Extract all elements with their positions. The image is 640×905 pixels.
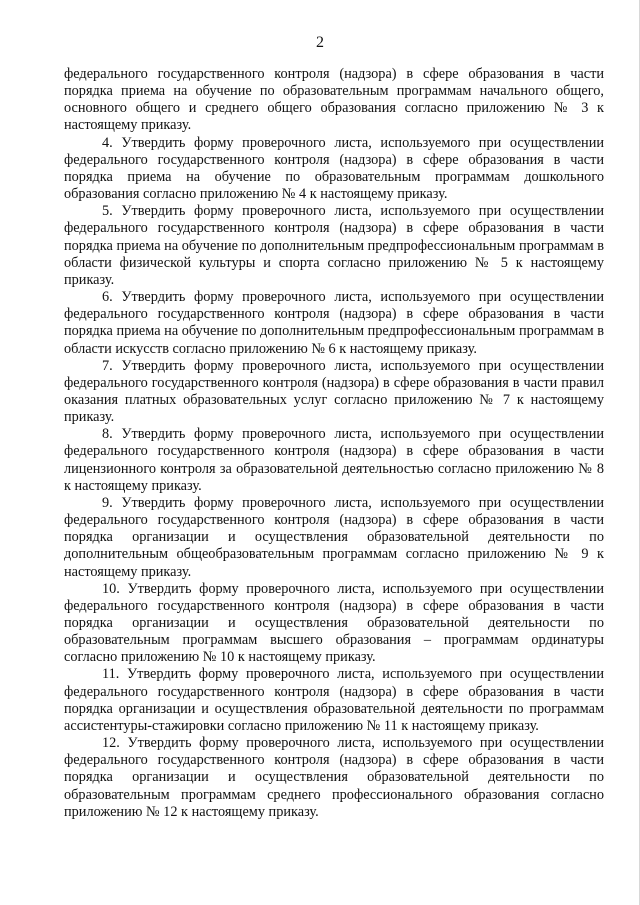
paragraph-item-7: 7. Утвердить форму проверочного листа, используемого при осуществлении федерального государственного контроля (надзора) в сфере образования в части правил оказания платных образовательных услуг согласно приложению № 7 к настоящему приказу. (64, 357, 604, 426)
page-number: 2 (316, 34, 324, 51)
paragraph-item-12: 12. Утвердить форму проверочного листа, используемого при осуществлении федерального государственного контроля (надзора) в сфере образования в части порядка организации и осуществления образовательной деятельности по образовательным программам среднего профессионального образования согласно приложению № 12 к настоящему приказу. (64, 735, 604, 820)
paragraph-continuation: федерального государственного контроля (надзора) в сфере образования в части порядка приема на обучение по образовательным программам начального общего, основного общего и среднего общего образования согласно приложению № 3 к настоящему приказу. (64, 66, 604, 134)
paragraph-item-4: 4. Утвердить форму проверочного листа, используемого при осуществлении федерального государственного контроля (надзора) в сфере образования в части порядка приема на обучение по образовательным программам дошкольного образования согласно приложению № 4 к настоящему приказу. (64, 134, 604, 203)
paragraph-item-8: 8. Утвердить форму проверочного листа, используемого при осуществлении федерального государственного контроля (надзора) в сфере образования в части лицензионного контроля за образовательной деятельностью согласно приложению № 8 к настоящему приказу. (64, 426, 604, 494)
document-body (64, 66, 604, 821)
paragraph-item-10: 10. Утвердить форму проверочного листа, используемого при осуществлении федерального государственного контроля (надзора) в сфере образования в части порядка организации и осуществления образовательной деятельности по образовательным программам высшего образования – программам ординатуры согласно приложению № 10 к настоящему приказу. (64, 580, 604, 666)
paragraph-item-9: 9. Утвердить форму проверочного листа, используемого при осуществлении федерального государственного контроля (надзора) в сфере образования в части порядка организации и осуществления образовательной деятельности по дополнительным общеобразовательным программам согласно приложению № 9 к настоящему приказу. (64, 494, 604, 580)
paragraph-item-5: 5. Утвердить форму проверочного листа, используемого при осуществлении федерального государственного контроля (надзора) в сфере образования в части порядка приема на обучение по дополнительным предпрофессиональным программам в области физической культуры и спорта согласно приложению № 5 к настоящему приказу. (64, 203, 604, 288)
paragraph-item-6: 6. Утвердить форму проверочного листа, используемого при осуществлении федерального государственного контроля (надзора) в сфере образования в части порядка приема на обучение по дополнительным предпрофессиональным программам в области искусств согласно приложению № 6 к настоящему приказу. (64, 289, 604, 357)
paragraph-item-11: 11. Утвердить форму проверочного листа, используемого при осуществлении федерального государственного контроля (надзора) в сфере образования в части порядка организации и осуществления образовательной деятельности по программам ассистентуры-стажировки согласно приложению № 11 к настоящему приказу. (64, 666, 604, 734)
